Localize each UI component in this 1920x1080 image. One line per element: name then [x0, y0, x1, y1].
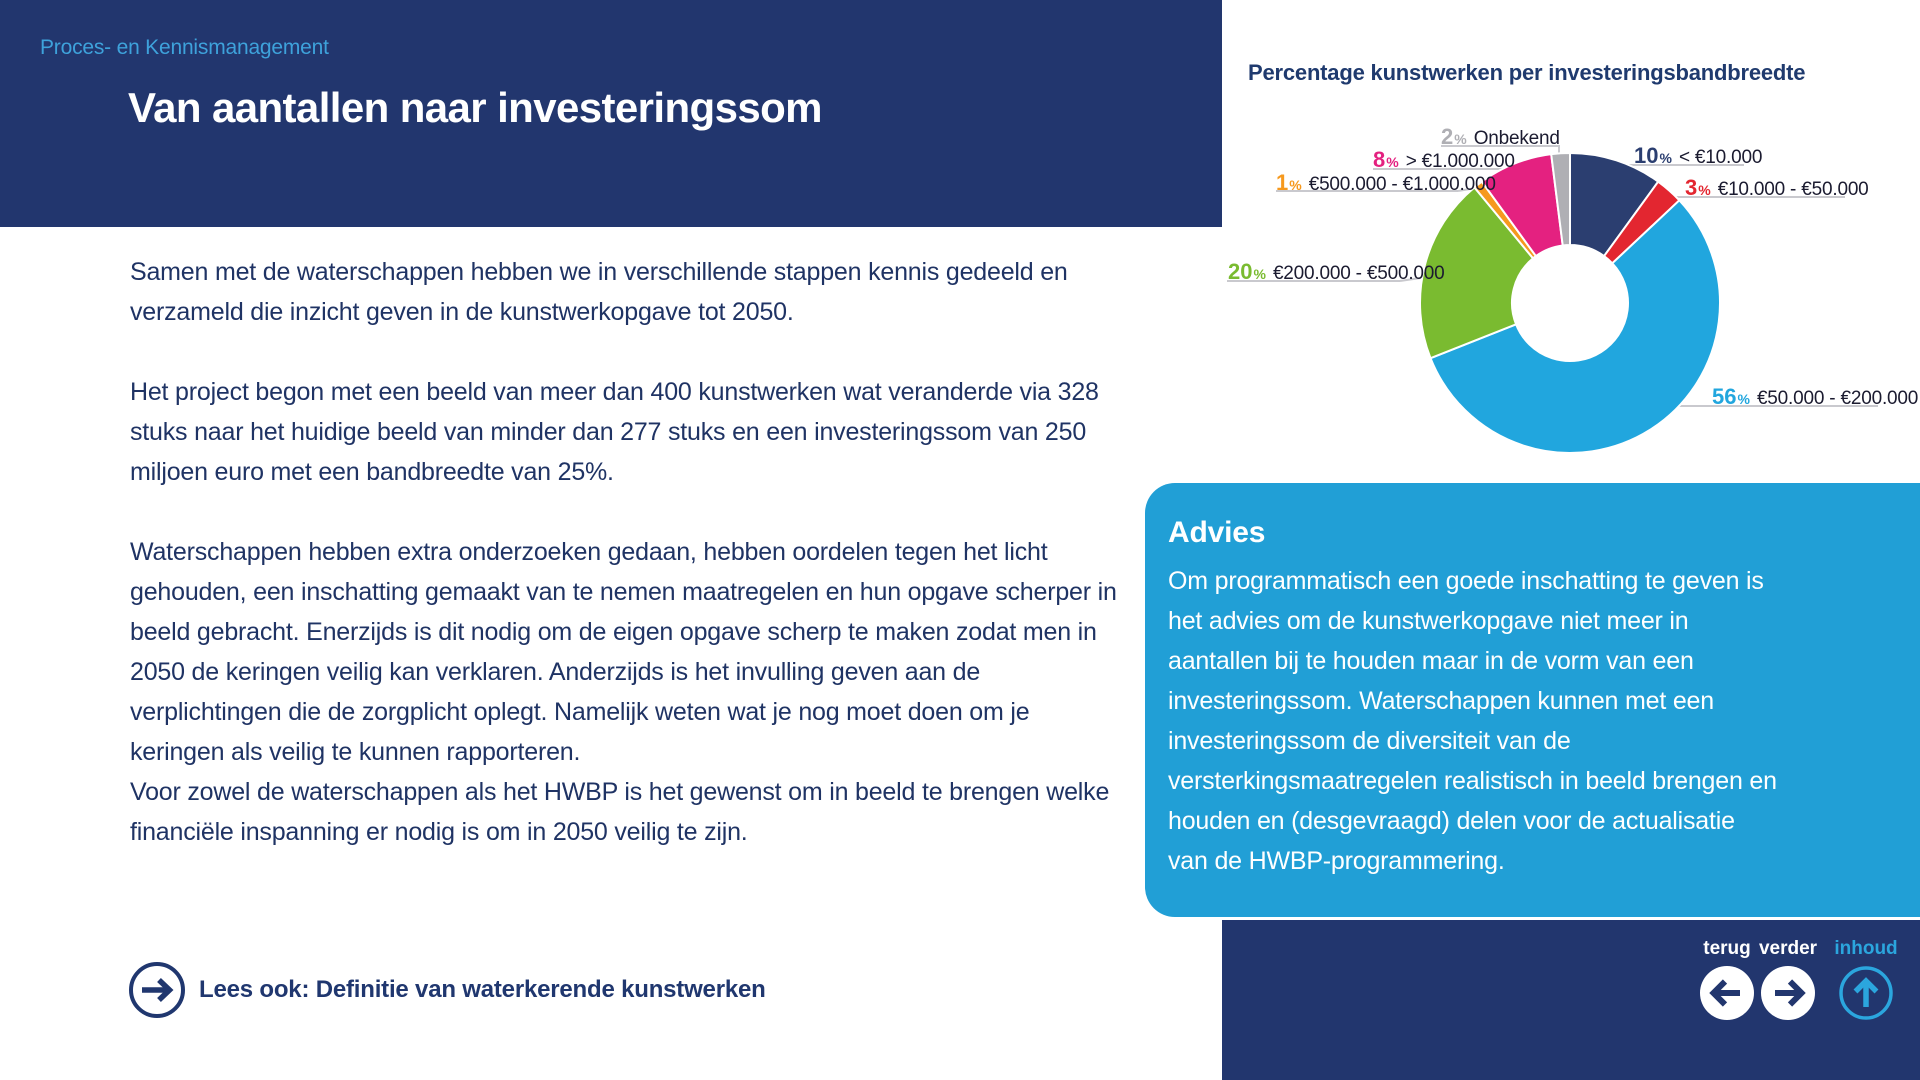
inhoud-button[interactable]: [1839, 966, 1893, 1020]
slice-value: 3: [1685, 175, 1698, 200]
chart-title: Percentage kunstwerken per investeringsbandbreedte: [1248, 60, 1806, 85]
percent-sign: %: [1737, 391, 1750, 407]
page-title: Van aantallen naar investeringssom: [128, 84, 822, 131]
percent-sign: %: [1253, 266, 1266, 282]
body-paragraph: Waterschappen hebben extra onderzoeken gedaan, hebben oordelen tegen het licht gehouden, een inschatting gemaakt van te nemen maatregelen en hun opgave scherper in beeld gebracht. Enerzijds is dit nodig om de eigen opgave scherp te maken zodat men in 2050 de keringen veilig kan verklaren. Anderzijds is het invulling geven aan de verplichtingen die de zorgplicht oplegt. Namelijk weten wat je nog moet doen om je keringen als veilig te kunnen rapporteren.: [130, 538, 1117, 766]
chart-label-200k500k: [1228, 259, 1445, 285]
percent-sign: %: [1386, 154, 1399, 170]
slice-category: > €1.000.000: [1405, 151, 1515, 172]
percent-sign: %: [1698, 182, 1711, 198]
section-label: Proces- en Kennismanagement: [40, 36, 329, 59]
body-paragraph: Samen met de waterschappen hebben we in verschillende stappen kennis gedeeld en verzameld die inzicht geven in de kunstwerkopgave tot 2050.: [130, 258, 1068, 326]
slice-value: 56: [1712, 384, 1737, 409]
percent-sign: %: [1289, 177, 1302, 193]
lees-ook-label: Lees ook: Definitie van waterkerende kunstwerken: [199, 976, 766, 1003]
chart-label-onbekend: [1441, 124, 1560, 150]
body-paragraph: Voor zowel de waterschappen als het HWBP is het gewenst om in beeld te brengen welke financiële inspanning er nodig is om in 2050 veilig te zijn.: [130, 778, 1110, 846]
advies-box: [1145, 483, 1920, 917]
body-paragraph: Het project begon met een beeld van meer dan 400 kunstwerken wat veranderde via 328 stuks naar het huidige beeld van minder dan 277 stuks en een investeringssom van 250 miljoen euro met een bandbreedte van 25%.: [130, 378, 1099, 486]
advies-text: Om programmatisch een goede inschatting te geven is het advies om de kunstwerkopgave niet meer in aantallen bij te houden maar in de vorm van een investeringssom. Waterschappen kunnen met een investeringssom de diversiteit van de versterkingsmaatregelen realistisch in beeld brengen en houden en (desgevraagd) delen voor de actualisatie van de HWBP-programmering.: [1168, 567, 1777, 875]
arrow-right-circle-icon: [127, 960, 187, 1020]
slice-value: 1: [1276, 170, 1289, 195]
lees-ook-link[interactable]: [127, 960, 766, 1020]
chart-label-gt1m: [1373, 147, 1515, 173]
chart-label-10k50k: [1685, 175, 1869, 201]
donut-chart: [1222, 90, 1920, 480]
slice-category: €10.000 - €50.000: [1717, 179, 1869, 200]
slice-category: €50.000 - €200.000: [1756, 388, 1919, 409]
percent-sign: %: [1659, 150, 1672, 166]
slice-category: < €10.000: [1678, 147, 1763, 168]
slice-value: 20: [1228, 259, 1253, 284]
chart-label-lt10k: [1634, 143, 1762, 169]
slice-category: €500.000 - €1.000.000: [1308, 174, 1496, 195]
chart-label-50k200k: [1712, 384, 1918, 410]
percent-sign: %: [1454, 131, 1467, 147]
slice-value: 10: [1634, 143, 1659, 168]
terug-label: terug: [1703, 938, 1751, 959]
slice-value: 2: [1441, 124, 1454, 149]
header-block: [0, 0, 1222, 227]
terug-button[interactable]: [1700, 966, 1754, 1020]
donut-slices: [1420, 153, 1720, 453]
advies-title: Advies: [1168, 516, 1266, 549]
slice-category: €200.000 - €500.000: [1272, 263, 1445, 284]
verder-button[interactable]: [1761, 966, 1815, 1020]
chart-label-500k1m: [1276, 170, 1496, 196]
slice-category: Onbekend: [1473, 128, 1560, 149]
body-text: [130, 252, 1130, 892]
verder-label: verder: [1758, 938, 1818, 959]
slice-value: 8: [1373, 147, 1386, 172]
inhoud-label: inhoud: [1834, 938, 1898, 959]
